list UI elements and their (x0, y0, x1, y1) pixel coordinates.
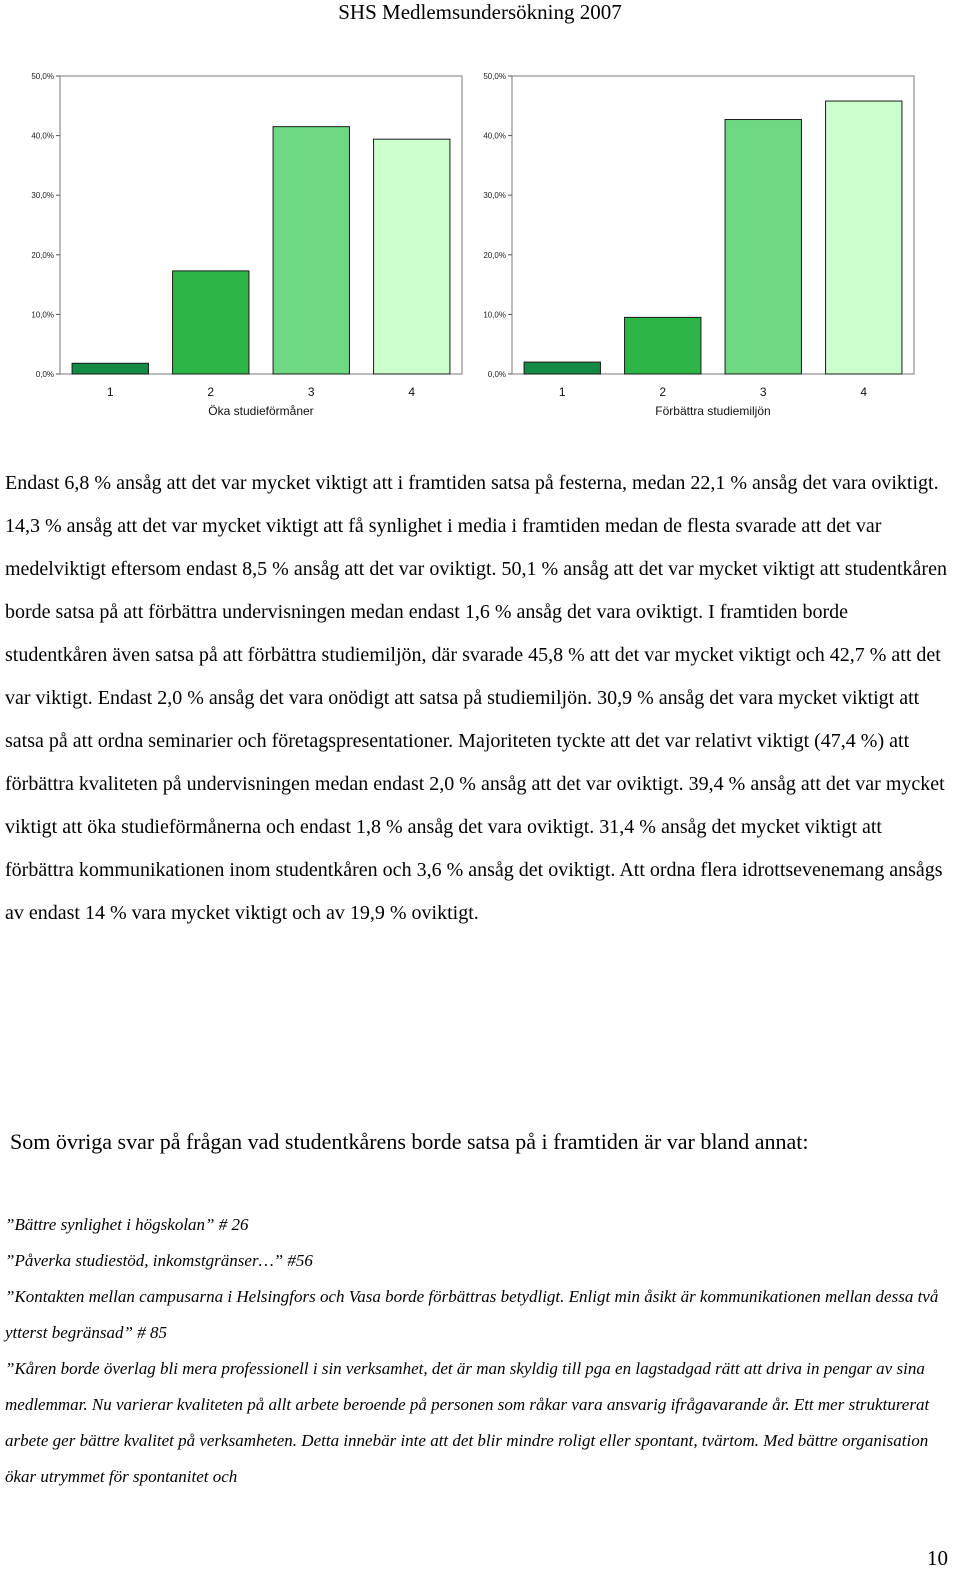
quote-list (5, 1207, 955, 1495)
y-tick-label: 0,0% (487, 370, 506, 379)
bar (826, 101, 902, 374)
y-tick-label: 10,0% (483, 310, 506, 320)
bar (173, 271, 249, 374)
x-tick-label: 2 (207, 385, 215, 399)
x-axis-label: Öka studieförmåner (208, 404, 314, 418)
y-tick-label: 10,0% (31, 310, 54, 320)
bar (725, 120, 801, 374)
quote-item: ”Kåren borde överlag bli mera professionell i sin verksamhet, det är man skyldig till pga en lagstadgad rätt att driva in pengar av sina medlemmar. Nu varierar kvaliteten på allt arbete beroende på personen som råkar vara ansvarig ifrågavarande år. Ett mer strukturerat arbete ger bättre kvalitet på verksamheten. Detta innebär inte att det blir mindre roligt eller spontant, tvärtom. Med bättre organisation ökar utrymmet för spontanitet och (5, 1359, 930, 1486)
bar (72, 363, 148, 374)
y-tick-label: 50,0% (31, 72, 54, 81)
charts-area (0, 40, 960, 440)
x-tick-label: 2 (659, 385, 667, 399)
bar (273, 127, 349, 374)
x-axis-label: Förbättra studiemiljön (655, 404, 771, 418)
y-tick-label: 30,0% (483, 191, 506, 201)
y-tick-label: 0,0% (35, 370, 54, 379)
y-tick-label: 50,0% (483, 72, 506, 81)
x-tick-label: 4 (860, 385, 868, 399)
x-tick-label: 1 (558, 385, 566, 399)
bar (374, 139, 450, 374)
x-tick-label: 3 (759, 385, 767, 399)
bar (625, 317, 701, 374)
y-tick-label: 40,0% (483, 131, 506, 141)
x-tick-label: 3 (307, 385, 315, 399)
y-tick-label: 20,0% (483, 250, 506, 260)
bar (524, 362, 600, 374)
y-tick-label: 20,0% (31, 250, 54, 260)
quote-item: ”Kontakten mellan campusarna i Helsingfors och Vasa borde förbättras betydligt. Enligt min åsikt är kommunikationen mellan dessa två ytterst begränsad” # 85 (5, 1287, 939, 1342)
page-number: 10 (927, 1546, 948, 1570)
page-header: SHS Medlemsundersökning 2007 (338, 0, 622, 24)
y-tick-label: 30,0% (31, 191, 54, 201)
quote-item: ”Bättre synlighet i högskolan” # 26 (5, 1215, 249, 1234)
body-paragraph: Endast 6,8 % ansåg att det var mycket viktigt att i framtiden satsa på festerna, medan 22,1 % ansåg det vara oviktigt. 14,3 % ansåg att det var mycket viktigt att få synlighet i media i framtiden medan de flesta svarade att det var medelviktigt eftersom endast 8,5 % ansåg att det var oviktigt. 50,1 % ansåg att det var mycket viktigt att studentkåren borde satsa på att förbättra undervisningen medan endast 1,6 % ansåg det vara oviktigt. I framtiden borde studentkåren även satsa på att förbättra studiemiljön, där svarade 45,8 % att det var mycket viktigt och 42,7 % att det var viktigt. Endast 2,0 % ansåg det vara onödigt att satsa på studiemiljön. 30,9 % ansåg det vara mycket viktigt att satsa på att ordna seminarier och företagspresentationer. Majoriteten tyckte att det var relativt viktigt (47,4 %) att förbättra kvaliteten på undervisningen medan endast 2,0 % ansåg att det var oviktigt. 39,4 % ansåg att det var mycket viktigt att öka studieförmånerna och endast 1,8 % ansåg det vara oviktigt. 31,4 % ansåg det mycket viktigt att förbättra kommunikationen inom studentkåren och 3,6 % ansåg det oviktigt. Att ordna flera idrottsevenemang ansågs av endast 14 % vara mycket viktigt och av 19,9 % oviktigt. (5, 472, 947, 924)
subheading: Som övriga svar på frågan vad studentkårens borde satsa på i framtiden är var bland annat: (10, 1129, 809, 1154)
y-tick-label: 40,0% (31, 131, 54, 141)
x-tick-label: 1 (106, 385, 114, 399)
bar-charts-svg (0, 40, 960, 440)
quote-item: ”Påverka studiestöd, inkomstgränser…” #56 (5, 1251, 313, 1270)
x-tick-label: 4 (408, 385, 416, 399)
